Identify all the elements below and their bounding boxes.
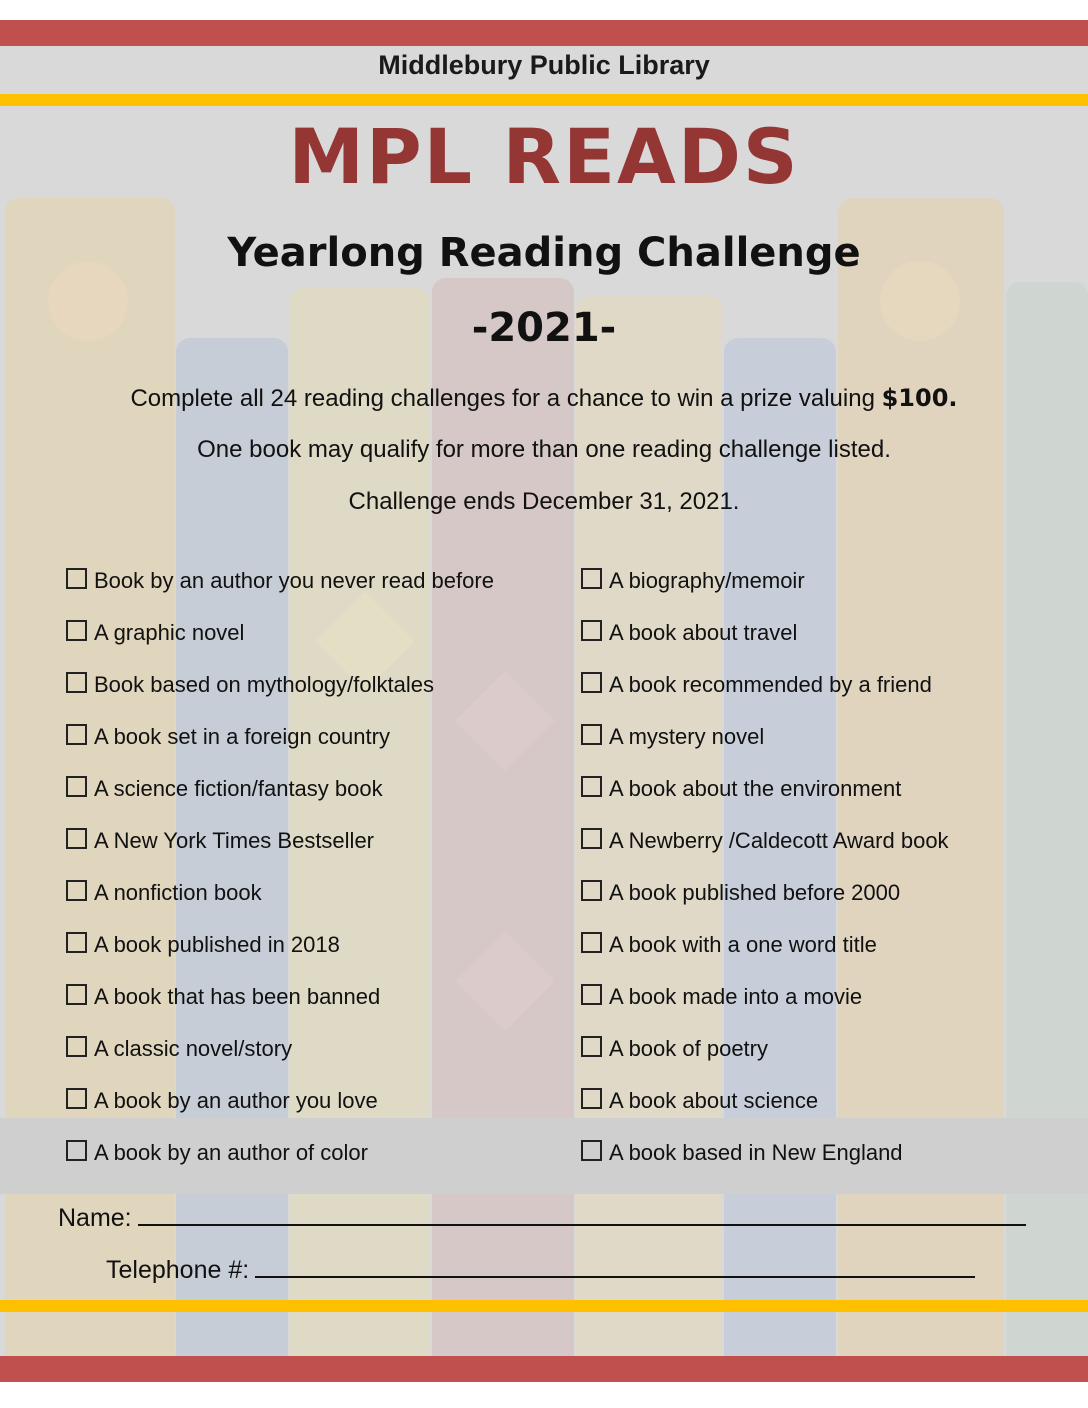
challenge-item[interactable] [581,878,900,908]
challenge-item[interactable] [581,982,862,1012]
challenge-label: A book published in 2018 [94,932,340,957]
challenge-label: A book by an author you love [94,1088,378,1113]
challenge-item[interactable] [66,722,390,752]
checkbox[interactable] [581,776,602,797]
challenge-label: A book published before 2000 [609,880,901,905]
challenge-item[interactable] [581,566,805,596]
challenge-item[interactable] [581,1034,768,1064]
checkbox[interactable] [66,932,87,953]
checkbox[interactable] [66,984,87,1005]
checkbox[interactable] [581,724,602,745]
intro-line-prize [0,384,1088,413]
challenge-label: A book based in New England [609,1140,903,1165]
challenge-label: A classic novel/story [94,1036,293,1061]
telephone-input-line[interactable] [255,1254,975,1278]
challenge-item[interactable] [66,1034,292,1064]
challenge-item[interactable] [66,1138,368,1168]
challenge-label: A book with a one word title [609,932,877,957]
prize-amount: $100. [881,384,958,412]
checkbox[interactable] [581,984,602,1005]
challenge-item[interactable] [66,618,244,648]
challenge-item[interactable] [66,930,340,960]
challenge-item[interactable] [581,930,877,960]
checkbox[interactable] [581,620,602,641]
checkbox[interactable] [581,1088,602,1109]
checkbox[interactable] [581,1140,602,1161]
upper-yellow-band [0,94,1088,106]
name-field[interactable] [58,1202,1026,1233]
checkbox[interactable] [66,880,87,901]
checkbox[interactable] [66,1140,87,1161]
challenge-label: A book made into a movie [609,984,863,1009]
intro-text: Complete all 24 reading challenges for a chance to win a prize valuing [130,385,882,412]
challenge-item[interactable] [66,1086,378,1116]
challenge-item[interactable] [581,826,949,856]
challenge-label: A New York Times Bestseller [94,828,375,853]
bottom-red-band [0,1356,1088,1382]
challenge-label: A book recommended by a friend [609,672,932,697]
checkbox[interactable] [66,776,87,797]
challenge-label: A mystery novel [609,724,765,749]
challenge-label: A book that has been banned [94,984,381,1009]
checkbox[interactable] [581,1036,602,1057]
challenge-item[interactable] [66,826,374,856]
challenge-year: -2021- [471,305,617,351]
challenge-label: A graphic novel [94,620,245,645]
checkbox[interactable] [581,672,602,693]
checkbox[interactable] [66,1088,87,1109]
challenge-label: A book by an author of color [94,1140,368,1165]
challenge-label: Book based on mythology/folktales [94,672,434,697]
telephone-field[interactable] [106,1254,975,1285]
challenge-label: A book about the environment [609,776,902,801]
challenge-label: A Newberry /Caldecott Award book [609,828,949,853]
library-name: Middlebury Public Library [378,50,710,80]
challenge-item[interactable] [581,670,932,700]
name-label: Name: [58,1204,132,1232]
checkbox[interactable] [581,880,602,901]
challenge-item[interactable] [581,774,901,804]
challenge-label: A biography/memoir [609,568,805,593]
challenge-item[interactable] [66,982,380,1012]
challenge-item[interactable] [66,878,262,908]
checkbox[interactable] [66,1036,87,1057]
challenge-label: A science fiction/fantasy book [94,776,383,801]
challenge-label: A nonfiction book [94,880,262,905]
intro-line-deadline: Challenge ends December 31, 2021. [348,488,740,515]
checkbox[interactable] [66,620,87,641]
challenge-item[interactable] [581,1138,903,1168]
checkbox[interactable] [66,568,87,589]
challenge-label: A book of poetry [609,1036,768,1061]
challenge-item[interactable] [581,618,797,648]
checkbox[interactable] [581,828,602,849]
challenge-item[interactable] [66,670,434,700]
top-red-band [0,20,1088,46]
challenge-item[interactable] [66,566,494,596]
challenge-label: A book about travel [609,620,798,645]
name-input-line[interactable] [138,1202,1026,1226]
checkbox[interactable] [581,932,602,953]
lower-yellow-band [0,1300,1088,1312]
checkbox[interactable] [66,672,87,693]
challenge-label: A book about science [609,1088,819,1113]
challenge-item[interactable] [66,774,383,804]
checkbox[interactable] [66,724,87,745]
challenge-label: A book set in a foreign country [94,724,390,749]
checkbox[interactable] [581,568,602,589]
checkbox[interactable] [66,828,87,849]
challenge-item[interactable] [581,1086,818,1116]
page-subtitle: Yearlong Reading Challenge [227,230,861,276]
challenge-item[interactable] [581,722,764,752]
intro-line-qualify: One book may qualify for more than one reading challenge listed. [197,436,891,463]
challenge-label: Book by an author you never read before [94,568,494,593]
page-title: MPL READS [288,112,800,201]
telephone-label: Telephone #: [106,1256,250,1284]
